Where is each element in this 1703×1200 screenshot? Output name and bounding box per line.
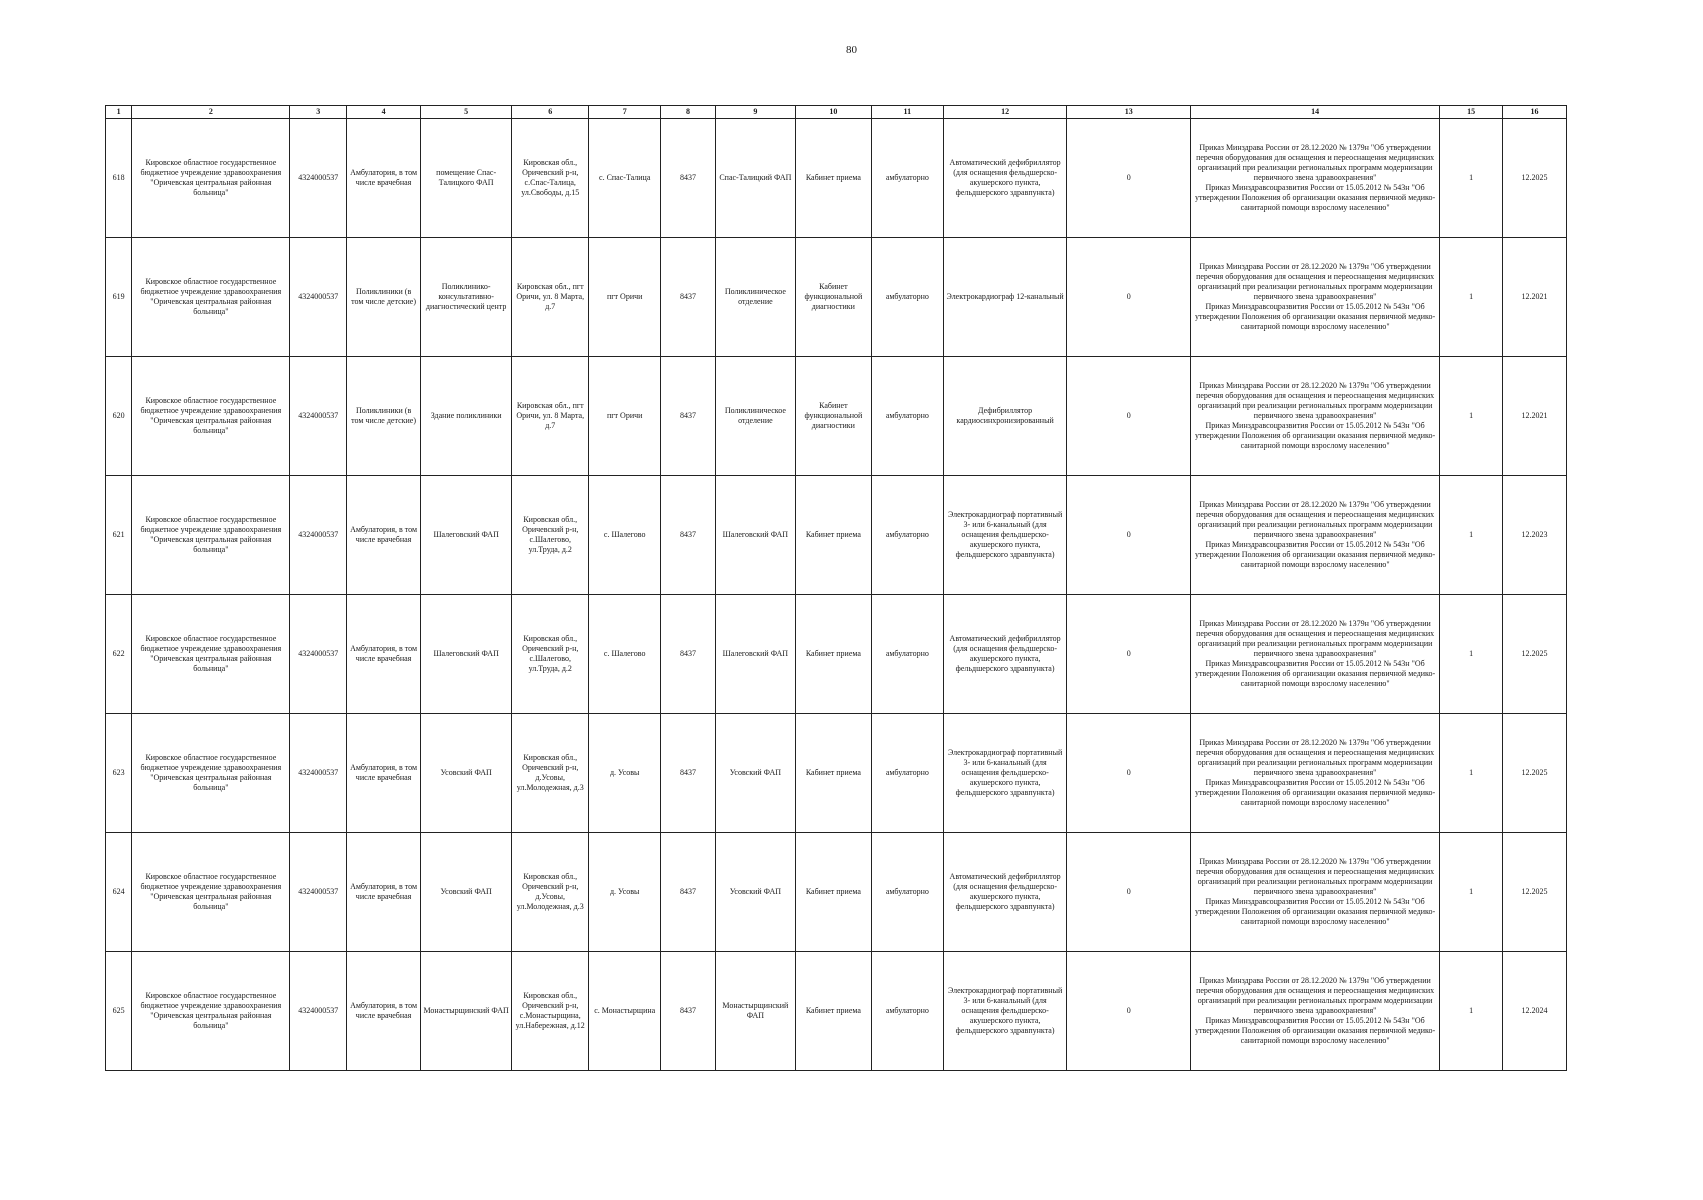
table-row [106, 952, 1567, 1071]
inn-cell: 4324000537 [290, 952, 347, 1071]
care-condition-cell: амбулаторно [871, 238, 943, 357]
planned-quantity-cell: 1 [1440, 952, 1503, 1071]
table-row [106, 238, 1567, 357]
code-cell: 8437 [661, 833, 716, 952]
table-row [106, 357, 1567, 476]
address-cell: Кировская обл., Оричевский р-н, с.Монастырщина, ул.Набережная, д.12 [512, 952, 589, 1071]
address-cell: Кировская обл., Оричевский р-н, с.Шалегово, ул.Труда, д.2 [512, 595, 589, 714]
planned-quantity-cell: 1 [1440, 357, 1503, 476]
code-cell: 8437 [661, 952, 716, 1071]
locality-cell: с. Шалегово [589, 595, 661, 714]
column-number-header-row [106, 106, 1567, 119]
facility-type-cell: Амбулатория, в том числе врачебная [347, 476, 421, 595]
row-number-cell: 624 [106, 833, 132, 952]
care-condition-cell: амбулаторно [871, 595, 943, 714]
column-header: 2 [132, 106, 290, 119]
planned-date-cell: 12.2025 [1503, 119, 1567, 238]
room-cell: Кабинет приема [795, 476, 871, 595]
unit-cell: Спас-Талицкий ФАП [715, 119, 795, 238]
care-condition-cell: амбулаторно [871, 952, 943, 1071]
code-cell: 8437 [661, 476, 716, 595]
care-condition-cell: амбулаторно [871, 119, 943, 238]
facility-type-cell: Амбулатория, в том числе врачебная [347, 833, 421, 952]
code-cell: 8437 [661, 119, 716, 238]
planned-quantity-cell: 1 [1440, 476, 1503, 595]
locality-cell: с. Шалегово [589, 476, 661, 595]
equipment-cell: Электрокардиограф портативный 3- или 6-канальный (для оснащения фельдшерско-акушерского пункта, фельдшерского здравпункта) [943, 714, 1067, 833]
planned-quantity-cell: 1 [1440, 595, 1503, 714]
planned-quantity-cell: 1 [1440, 714, 1503, 833]
code-cell: 8437 [661, 238, 716, 357]
equipment-cell: Дефибриллятор кардиосинхронизированный [943, 357, 1067, 476]
column-header: 9 [715, 106, 795, 119]
column-header: 13 [1067, 106, 1191, 119]
organization-cell: Кировское областное государственное бюджетное учреждение здравоохранения "Оричевская центральная районная больница" [132, 476, 290, 595]
planned-quantity-cell: 1 [1440, 238, 1503, 357]
legal-basis-cell: Приказ Минздрава России от 28.12.2020 № 1379н "Об утверждении перечня оборудования для оснащения и переоснащения медицинских организаций при реализации региональных программ модернизации первичного звена здравоохранения" Приказ Минздравсоцразвития России от 15.05.2012 № 543н "Об утверждении Положения об организации оказания первичной медико-санитарной помощи взрослому населению" [1190, 238, 1439, 357]
row-number-cell: 623 [106, 714, 132, 833]
unit-cell: Усовский ФАП [715, 833, 795, 952]
available-quantity-cell: 0 [1067, 476, 1191, 595]
planned-date-cell: 12.2025 [1503, 833, 1567, 952]
column-header: 10 [795, 106, 871, 119]
building-cell: помещение Спас-Талицкого ФАП [421, 119, 512, 238]
planned-quantity-cell: 1 [1440, 833, 1503, 952]
row-number-cell: 620 [106, 357, 132, 476]
room-cell: Кабинет функциональной диагностики [795, 238, 871, 357]
available-quantity-cell: 0 [1067, 238, 1191, 357]
unit-cell: Усовский ФАП [715, 714, 795, 833]
facility-type-cell: Амбулатория, в том числе врачебная [347, 119, 421, 238]
building-cell: Шалеговский ФАП [421, 476, 512, 595]
legal-basis-cell: Приказ Минздрава России от 28.12.2020 № 1379н "Об утверждении перечня оборудования для оснащения и переоснащения медицинских организаций при реализации региональных программ модернизации первичного звена здравоохранения" Приказ Минздравсоцразвития России от 15.05.2012 № 543н "Об утверждении Положения об организации оказания первичной медико-санитарной помощи взрослому населению" [1190, 595, 1439, 714]
room-cell: Кабинет приема [795, 833, 871, 952]
unit-cell: Поликлиническое отделение [715, 238, 795, 357]
column-header: 3 [290, 106, 347, 119]
table-row [106, 119, 1567, 238]
column-header: 4 [347, 106, 421, 119]
address-cell: Кировская обл., Оричевский р-н, с.Шалегово, ул.Труда, д.2 [512, 476, 589, 595]
inn-cell: 4324000537 [290, 833, 347, 952]
care-condition-cell: амбулаторно [871, 476, 943, 595]
unit-cell: Поликлиническое отделение [715, 357, 795, 476]
code-cell: 8437 [661, 595, 716, 714]
locality-cell: д. Усовы [589, 833, 661, 952]
available-quantity-cell: 0 [1067, 714, 1191, 833]
legal-basis-cell: Приказ Минздрава России от 28.12.2020 № 1379н "Об утверждении перечня оборудования для оснащения и переоснащения медицинских организаций при реализации региональных программ модернизации первичного звена здравоохранения" Приказ Минздравсоцразвития России от 15.05.2012 № 543н "Об утверждении Положения об организации оказания первичной медико-санитарной помощи взрослому населению" [1190, 714, 1439, 833]
planned-date-cell: 12.2023 [1503, 476, 1567, 595]
inn-cell: 4324000537 [290, 595, 347, 714]
facility-type-cell: Амбулатория, в том числе врачебная [347, 952, 421, 1071]
building-cell: Усовский ФАП [421, 714, 512, 833]
planned-date-cell: 12.2025 [1503, 595, 1567, 714]
facility-type-cell: Поликлиники (в том числе детские) [347, 238, 421, 357]
column-header: 5 [421, 106, 512, 119]
address-cell: Кировская обл., Оричевский р-н, с.Спас-Талица, ул.Свободы, д.15 [512, 119, 589, 238]
unit-cell: Шалеговский ФАП [715, 595, 795, 714]
room-cell: Кабинет приема [795, 714, 871, 833]
code-cell: 8437 [661, 357, 716, 476]
available-quantity-cell: 0 [1067, 595, 1191, 714]
legal-basis-cell: Приказ Минздрава России от 28.12.2020 № 1379н "Об утверждении перечня оборудования для оснащения и переоснащения медицинских организаций при реализации региональных программ модернизации первичного звена здравоохранения" Приказ Минздравсоцразвития России от 15.05.2012 № 543н "Об утверждении Положения об организации оказания первичной медико-санитарной помощи взрослому населению" [1190, 119, 1439, 238]
room-cell: Кабинет функциональной диагностики [795, 357, 871, 476]
equipment-registry-table [105, 105, 1567, 1071]
column-header: 1 [106, 106, 132, 119]
equipment-cell: Автоматический дефибриллятор (для оснащения фельдшерско-акушерского пункта, фельдшерского здравпункта) [943, 595, 1067, 714]
available-quantity-cell: 0 [1067, 952, 1191, 1071]
equipment-cell: Автоматический дефибриллятор (для оснащения фельдшерско-акушерского пункта, фельдшерского здравпункта) [943, 833, 1067, 952]
available-quantity-cell: 0 [1067, 357, 1191, 476]
organization-cell: Кировское областное государственное бюджетное учреждение здравоохранения "Оричевская центральная районная больница" [132, 714, 290, 833]
locality-cell: с. Монастырщина [589, 952, 661, 1071]
building-cell: Шалеговский ФАП [421, 595, 512, 714]
row-number-cell: 625 [106, 952, 132, 1071]
facility-type-cell: Амбулатория, в том числе врачебная [347, 714, 421, 833]
planned-date-cell: 12.2025 [1503, 714, 1567, 833]
address-cell: Кировская обл., пгт Оричи, ул. 8 Марта, д.7 [512, 238, 589, 357]
code-cell: 8437 [661, 714, 716, 833]
equipment-cell: Автоматический дефибриллятор (для оснащения фельдшерско-акушерского пункта, фельдшерского здравпункта) [943, 119, 1067, 238]
room-cell: Кабинет приема [795, 952, 871, 1071]
available-quantity-cell: 0 [1067, 833, 1191, 952]
address-cell: Кировская обл., Оричевский р-н, д.Усовы, ул.Молодежная, д.3 [512, 714, 589, 833]
building-cell: Усовский ФАП [421, 833, 512, 952]
locality-cell: пгт Оричи [589, 357, 661, 476]
organization-cell: Кировское областное государственное бюджетное учреждение здравоохранения "Оричевская центральная районная больница" [132, 952, 290, 1071]
column-header: 12 [943, 106, 1067, 119]
locality-cell: с. Спас-Талица [589, 119, 661, 238]
table-row [106, 595, 1567, 714]
table-row [106, 476, 1567, 595]
building-cell: Монастырщинский ФАП [421, 952, 512, 1071]
column-header: 8 [661, 106, 716, 119]
organization-cell: Кировское областное государственное бюджетное учреждение здравоохранения "Оричевская центральная районная больница" [132, 238, 290, 357]
row-number-cell: 621 [106, 476, 132, 595]
equipment-cell: Электрокардиограф портативный 3- или 6-канальный (для оснащения фельдшерско-акушерского пункта, фельдшерского здравпункта) [943, 476, 1067, 595]
available-quantity-cell: 0 [1067, 119, 1191, 238]
column-header: 16 [1503, 106, 1567, 119]
organization-cell: Кировское областное государственное бюджетное учреждение здравоохранения "Оричевская центральная районная больница" [132, 357, 290, 476]
inn-cell: 4324000537 [290, 357, 347, 476]
organization-cell: Кировское областное государственное бюджетное учреждение здравоохранения "Оричевская центральная районная больница" [132, 119, 290, 238]
table-row [106, 833, 1567, 952]
planned-quantity-cell: 1 [1440, 119, 1503, 238]
planned-date-cell: 12.2021 [1503, 238, 1567, 357]
row-number-cell: 622 [106, 595, 132, 714]
column-header: 7 [589, 106, 661, 119]
building-cell: Здание поликлиники [421, 357, 512, 476]
page-number: 80 [846, 44, 857, 56]
building-cell: Поликлинико-консультативно-диагностический центр [421, 238, 512, 357]
unit-cell: Шалеговский ФАП [715, 476, 795, 595]
facility-type-cell: Амбулатория, в том числе врачебная [347, 595, 421, 714]
care-condition-cell: амбулаторно [871, 357, 943, 476]
column-header: 14 [1190, 106, 1439, 119]
room-cell: Кабинет приема [795, 595, 871, 714]
column-header: 15 [1440, 106, 1503, 119]
planned-date-cell: 12.2024 [1503, 952, 1567, 1071]
equipment-cell: Электрокардиограф портативный 3- или 6-канальный (для оснащения фельдшерско-акушерского пункта, фельдшерского здравпункта) [943, 952, 1067, 1071]
inn-cell: 4324000537 [290, 476, 347, 595]
row-number-cell: 619 [106, 238, 132, 357]
planned-date-cell: 12.2021 [1503, 357, 1567, 476]
column-header: 6 [512, 106, 589, 119]
care-condition-cell: амбулаторно [871, 714, 943, 833]
unit-cell: Монастырщинский ФАП [715, 952, 795, 1071]
care-condition-cell: амбулаторно [871, 833, 943, 952]
legal-basis-cell: Приказ Минздрава России от 28.12.2020 № 1379н "Об утверждении перечня оборудования для оснащения и переоснащения медицинских организаций при реализации региональных программ модернизации первичного звена здравоохранения" Приказ Минздравсоцразвития России от 15.05.2012 № 543н "Об утверждении Положения об организации оказания первичной медико-санитарной помощи взрослому населению" [1190, 952, 1439, 1071]
locality-cell: д. Усовы [589, 714, 661, 833]
row-number-cell: 618 [106, 119, 132, 238]
address-cell: Кировская обл., Оричевский р-н, д.Усовы, ул.Молодежная, д.3 [512, 833, 589, 952]
inn-cell: 4324000537 [290, 119, 347, 238]
table-row [106, 714, 1567, 833]
inn-cell: 4324000537 [290, 714, 347, 833]
column-header: 11 [871, 106, 943, 119]
address-cell: Кировская обл., пгт Оричи, ул. 8 Марта, д.7 [512, 357, 589, 476]
room-cell: Кабинет приема [795, 119, 871, 238]
organization-cell: Кировское областное государственное бюджетное учреждение здравоохранения "Оричевская центральная районная больница" [132, 595, 290, 714]
legal-basis-cell: Приказ Минздрава России от 28.12.2020 № 1379н "Об утверждении перечня оборудования для оснащения и переоснащения медицинских организаций при реализации региональных программ модернизации первичного звена здравоохранения" Приказ Минздравсоцразвития России от 15.05.2012 № 543н "Об утверждении Положения об организации оказания первичной медико-санитарной помощи взрослому населению" [1190, 357, 1439, 476]
legal-basis-cell: Приказ Минздрава России от 28.12.2020 № 1379н "Об утверждении перечня оборудования для оснащения и переоснащения медицинских организаций при реализации региональных программ модернизации первичного звена здравоохранения" Приказ Минздравсоцразвития России от 15.05.2012 № 543н "Об утверждении Положения об организации оказания первичной медико-санитарной помощи взрослому населению" [1190, 476, 1439, 595]
facility-type-cell: Поликлиники (в том числе детские) [347, 357, 421, 476]
organization-cell: Кировское областное государственное бюджетное учреждение здравоохранения "Оричевская центральная районная больница" [132, 833, 290, 952]
inn-cell: 4324000537 [290, 238, 347, 357]
equipment-cell: Электрокардиограф 12-канальный [943, 238, 1067, 357]
legal-basis-cell: Приказ Минздрава России от 28.12.2020 № 1379н "Об утверждении перечня оборудования для оснащения и переоснащения медицинских организаций при реализации региональных программ модернизации первичного звена здравоохранения" Приказ Минздравсоцразвития России от 15.05.2012 № 543н "Об утверждении Положения об организации оказания первичной медико-санитарной помощи взрослому населению" [1190, 833, 1439, 952]
locality-cell: пгт Оричи [589, 238, 661, 357]
